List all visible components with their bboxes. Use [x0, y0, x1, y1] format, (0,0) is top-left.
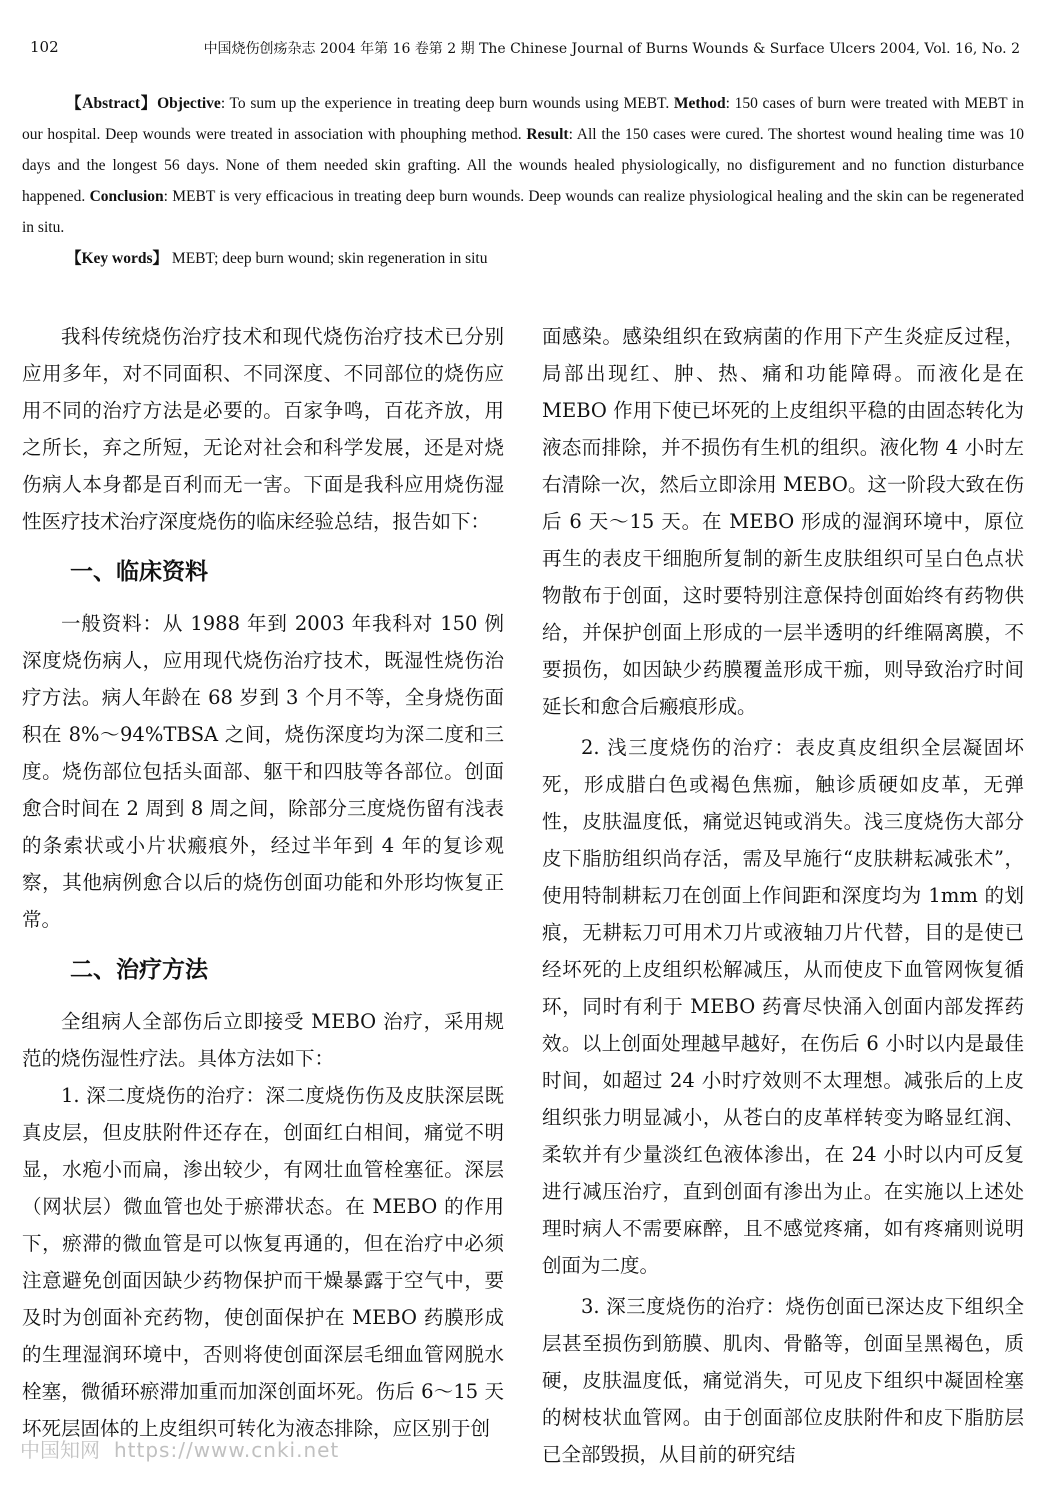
general-data-paragraph: 一般资料：从 1988 年到 2003 年我科对 150 例深度烧伤病人，应用现代烧伤治疗技术，既湿性烧伤治疗方法。病人年龄在 68 岁到 3 个月不等，全身烧伤面积在 8%～94%TBSA 之间，烧伤深度均为深二度和三度。烧伤部位包括头面部、躯干和四肢等各部位。创面愈合时间在 2 周到 8 周之间，除部分三度烧伤留有浅表的条索状或小片状瘢痕外，经过半年到 4 年的复诊观察，其他病例愈合以后的烧伤创面功能和外形均恢复正常。 [22, 612, 504, 931]
objective-label: Objective [157, 95, 221, 112]
watermark-logo-text: 中国知网 [20, 1438, 100, 1462]
deep-second-degree-paragraph: 1. 深二度烧伤的治疗：深二度烧伤伤及皮肤深层既真皮层，但皮肤附件还存在，创面红白相间，痛觉不明显，水疱小而扁，渗出较少，有网壮血管栓塞征。深层（网状层）微血管也处于瘀滞状态。在 MEBO 的作用下，瘀滞的微血管是可以恢复再通的，但在治疗中必须注意避免创面因缺少药物保护而干燥暴露于空气中，要及时为创面补充药物，使创面保护在 MEBO 药膜形成的生理湿润环境中，否则将使创面深层毛细血管网脱水栓塞，微循环瘀滞加重而加深创面坏死。伤后 6～15 天坏死层固体的上皮组织可转化为液态排除，应区别于创 [22, 1084, 504, 1440]
deep-third-degree-paragraph: 3. 深三度烧伤的治疗：烧伤创面已深达皮下组织全层甚至损伤到筋膜、肌肉、骨骼等，创面呈黑褐色，质硬，皮肤温度低，痛觉消失，可见皮下组织中凝固栓塞的树枝状血管网。由于创面部位皮肤附件和皮下脂肪层已全部毁损，从目前的研究结 [542, 1295, 1024, 1466]
cnki-watermark [20, 1434, 339, 1463]
conclusion-label: Conclusion [89, 188, 164, 205]
conclusion-text: : MEBT is very efficacious in treating deep burn wounds. Deep wounds can realize physiological healing and the skin can be regenerated in situ. [22, 188, 1025, 236]
continued-paragraph: 面感染。感染组织在致病菌的作用下产生炎症反过程，局部出现红、肿、热、痛和功能障碍。而液化是在 MEBO 作用下使已坏死的上皮组织平稳的由固态转化为液态而排除，并不损伤有生机的组织。液化物 4 小时左右清除一次，然后立即涂用 MEBO。这一阶段大致在伤后 6 天～15 天。在 MEBO 形成的湿润环境中，原位再生的表皮干细胞所复制的新生皮肤组织可呈白色点状物散布于创面，这时要特别注意保持创面始终有药物供给，并保护创面上形成的一层半透明的纤维隔离膜，不要损伤，如因缺少药膜覆盖形成干痂，则导致治疗时间延长和愈合后瘢痕形成。 [542, 325, 1024, 718]
section-heading-clinical-data: 一、临床资料 [70, 559, 208, 585]
objective-text: : To sum up the experience in treating deep burn wounds using MEBT. [220, 95, 674, 112]
keywords-text: MEBT; deep burn wound; skin regeneration in situ [168, 250, 488, 267]
abstract-paragraph [22, 88, 1024, 243]
abstract-label: 【Abstract】 [66, 95, 158, 112]
running-header [30, 38, 1020, 60]
intro-paragraph: 我科传统烧伤治疗技术和现代烧伤治疗技术已分别应用多年，对不同面积、不同深度、不同部位的烧伤应用不同的治疗方法是必要的。百家争鸣，百花齐放，用之所长，弃之所短，无论对社会和科学发展，还是对烧伤病人本身都是百利而无一害。下面是我科应用烧伤湿性医疗技术治疗深度烧伤的临床经验总结，报告如下： [22, 325, 504, 533]
method-text: : 150 cases of burn were treated with MEBT in our hospital. Deep wounds were treated in association with phouphing method. [22, 95, 1024, 143]
result-label: Result [526, 126, 569, 143]
keywords-paragraph [22, 243, 1024, 274]
watermark-url: https://www.cnki.net [114, 1438, 340, 1462]
keywords-label: 【Key words】 [66, 250, 169, 267]
journal-running-title: 中国烧伤创疡杂志 2004 年第 16 卷第 2 期 The Chinese Journal of Burns Wounds & Surface Ulcers 2004, Vol. 16, No. 2 [203, 41, 1020, 57]
method-label: Method [673, 95, 726, 112]
superficial-third-degree-paragraph: 2. 浅三度烧伤的治疗：表皮真皮组织全层凝固坏死，形成腊白色或褐色焦痂，触诊质硬如皮革，无弹性，皮肤温度低，痛觉迟钝或消失。浅三度烧伤大部分皮下脂肪组织尚存活，需及早施行“皮肤耕耘减张术”，使用特制耕耘刀在创面上作间距和深度均为 1mm 的划痕，无耕耘刀可用术刀片或液轴刀片代替，目的是使已经坏死的上皮组织松解减压，从而使皮下血管网恢复循环，同时有利于 MEBO 药膏尽快涌入创面内部发挥药效。以上创面处理越早越好，在伤后 6 小时以内是最佳时间，如超过 24 小时疗效则不太理想。减张后的上皮组织张力明显减小，从苍白的皮革样转变为略显红润、柔软并有少量淡红色液体渗出，在 24 小时以内可反复进行减压治疗，直到创面有渗出为止。在实施以上述处理时病人不需要麻醉，且不感觉疼痛，如有疼痛则说明创面为二度。 [542, 736, 1024, 1277]
treatment-intro-paragraph: 全组病人全部伤后立即接受 MEBO 治疗，采用规范的烧伤湿性疗法。具体方法如下： [22, 1010, 504, 1070]
section-heading-treatment: 二、治疗方法 [70, 957, 208, 983]
page-number: 102 [30, 38, 59, 56]
english-abstract [22, 88, 1024, 274]
left-column [22, 318, 504, 1447]
result-text: : All the 150 cases were cured. The shortest wound healing time was 10 days and the longest 56 days. None of them needed skin grafting. All the wounds healed physiologically, no disfigurement and no function disturbance happened. [22, 126, 1025, 205]
right-column [542, 318, 1024, 1473]
